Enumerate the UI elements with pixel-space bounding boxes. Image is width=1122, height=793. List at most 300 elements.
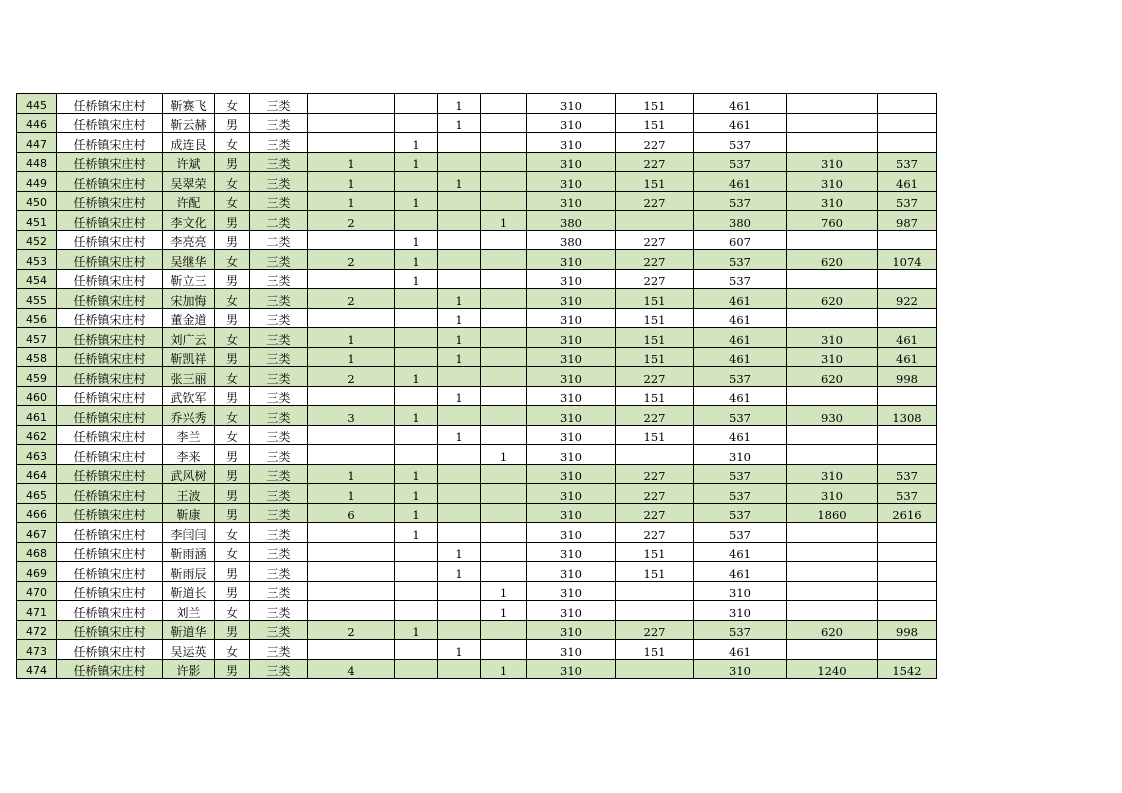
flag-cell-c[interactable] [481, 425, 527, 445]
count-cell[interactable] [308, 113, 395, 133]
flag-cell-a[interactable] [395, 445, 438, 465]
gender-cell[interactable]: 女 [215, 133, 250, 153]
row-total-cell[interactable]: 537 [694, 191, 787, 211]
row-total-cell[interactable]: 310 [694, 445, 787, 465]
flag-cell-a[interactable]: 1 [395, 152, 438, 172]
flag-cell-c[interactable] [481, 523, 527, 543]
name-cell[interactable]: 靳立三 [163, 269, 215, 289]
village-cell[interactable]: 任桥镇宋庄村 [57, 464, 163, 484]
subsidy-cell[interactable]: 227 [616, 250, 694, 270]
subsidy-cell[interactable]: 151 [616, 172, 694, 192]
extra-amount-cell[interactable] [787, 445, 878, 465]
flag-cell-a[interactable]: 1 [395, 133, 438, 153]
count-cell[interactable]: 1 [308, 172, 395, 192]
amount-cell[interactable]: 310 [527, 542, 616, 562]
name-cell[interactable]: 靳雨辰 [163, 562, 215, 582]
subsidy-cell[interactable] [616, 581, 694, 601]
flag-cell-b[interactable] [438, 211, 481, 231]
flag-cell-a[interactable] [395, 113, 438, 133]
extra-amount-cell[interactable]: 620 [787, 367, 878, 387]
flag-cell-a[interactable]: 1 [395, 406, 438, 426]
seq-cell[interactable]: 449 [17, 172, 57, 192]
flag-cell-a[interactable]: 1 [395, 620, 438, 640]
grand-total-cell[interactable]: 537 [878, 152, 937, 172]
seq-cell[interactable]: 472 [17, 620, 57, 640]
gender-cell[interactable]: 女 [215, 289, 250, 309]
flag-cell-a[interactable] [395, 659, 438, 679]
category-cell[interactable]: 三类 [250, 269, 308, 289]
category-cell[interactable]: 三类 [250, 484, 308, 504]
category-cell[interactable]: 三类 [250, 133, 308, 153]
row-total-cell[interactable]: 461 [694, 562, 787, 582]
village-cell[interactable]: 任桥镇宋庄村 [57, 367, 163, 387]
village-cell[interactable]: 任桥镇宋庄村 [57, 133, 163, 153]
name-cell[interactable]: 靳凯祥 [163, 347, 215, 367]
count-cell[interactable]: 2 [308, 367, 395, 387]
flag-cell-c[interactable]: 1 [481, 659, 527, 679]
row-total-cell[interactable]: 310 [694, 601, 787, 621]
gender-cell[interactable]: 女 [215, 542, 250, 562]
count-cell[interactable]: 3 [308, 406, 395, 426]
count-cell[interactable] [308, 425, 395, 445]
name-cell[interactable]: 许影 [163, 659, 215, 679]
row-total-cell[interactable]: 537 [694, 484, 787, 504]
seq-cell[interactable]: 471 [17, 601, 57, 621]
flag-cell-a[interactable] [395, 289, 438, 309]
amount-cell[interactable]: 310 [527, 367, 616, 387]
subsidy-cell[interactable]: 151 [616, 542, 694, 562]
amount-cell[interactable]: 310 [527, 250, 616, 270]
extra-amount-cell[interactable] [787, 94, 878, 114]
amount-cell[interactable]: 380 [527, 211, 616, 231]
grand-total-cell[interactable] [878, 113, 937, 133]
seq-cell[interactable]: 454 [17, 269, 57, 289]
name-cell[interactable]: 刘广云 [163, 328, 215, 348]
row-total-cell[interactable]: 461 [694, 94, 787, 114]
village-cell[interactable]: 任桥镇宋庄村 [57, 581, 163, 601]
flag-cell-b[interactable] [438, 133, 481, 153]
flag-cell-b[interactable] [438, 367, 481, 387]
extra-amount-cell[interactable] [787, 133, 878, 153]
count-cell[interactable]: 4 [308, 659, 395, 679]
flag-cell-c[interactable] [481, 386, 527, 406]
flag-cell-b[interactable] [438, 581, 481, 601]
row-total-cell[interactable]: 537 [694, 250, 787, 270]
flag-cell-c[interactable] [481, 289, 527, 309]
extra-amount-cell[interactable]: 620 [787, 289, 878, 309]
flag-cell-b[interactable]: 1 [438, 386, 481, 406]
row-total-cell[interactable]: 461 [694, 289, 787, 309]
extra-amount-cell[interactable] [787, 562, 878, 582]
row-total-cell[interactable]: 537 [694, 367, 787, 387]
flag-cell-c[interactable] [481, 484, 527, 504]
village-cell[interactable]: 任桥镇宋庄村 [57, 308, 163, 328]
name-cell[interactable]: 李闫闫 [163, 523, 215, 543]
flag-cell-c[interactable] [481, 406, 527, 426]
flag-cell-c[interactable] [481, 113, 527, 133]
name-cell[interactable]: 吴继华 [163, 250, 215, 270]
name-cell[interactable]: 吴运英 [163, 640, 215, 660]
count-cell[interactable]: 1 [308, 328, 395, 348]
category-cell[interactable]: 三类 [250, 503, 308, 523]
amount-cell[interactable]: 310 [527, 425, 616, 445]
flag-cell-a[interactable] [395, 386, 438, 406]
name-cell[interactable]: 张三丽 [163, 367, 215, 387]
subsidy-cell[interactable]: 227 [616, 503, 694, 523]
flag-cell-c[interactable] [481, 94, 527, 114]
amount-cell[interactable]: 310 [527, 601, 616, 621]
flag-cell-a[interactable]: 1 [395, 503, 438, 523]
flag-cell-a[interactable] [395, 328, 438, 348]
amount-cell[interactable]: 310 [527, 289, 616, 309]
row-total-cell[interactable]: 537 [694, 523, 787, 543]
name-cell[interactable]: 王波 [163, 484, 215, 504]
seq-cell[interactable]: 473 [17, 640, 57, 660]
category-cell[interactable]: 三类 [250, 523, 308, 543]
flag-cell-c[interactable] [481, 620, 527, 640]
seq-cell[interactable]: 462 [17, 425, 57, 445]
village-cell[interactable]: 任桥镇宋庄村 [57, 289, 163, 309]
village-cell[interactable]: 任桥镇宋庄村 [57, 230, 163, 250]
village-cell[interactable]: 任桥镇宋庄村 [57, 269, 163, 289]
count-cell[interactable] [308, 581, 395, 601]
gender-cell[interactable]: 男 [215, 562, 250, 582]
grand-total-cell[interactable]: 2616 [878, 503, 937, 523]
seq-cell[interactable]: 466 [17, 503, 57, 523]
extra-amount-cell[interactable] [787, 581, 878, 601]
name-cell[interactable]: 吴翠荣 [163, 172, 215, 192]
amount-cell[interactable]: 310 [527, 659, 616, 679]
category-cell[interactable]: 三类 [250, 347, 308, 367]
flag-cell-b[interactable]: 1 [438, 347, 481, 367]
village-cell[interactable]: 任桥镇宋庄村 [57, 406, 163, 426]
flag-cell-a[interactable] [395, 562, 438, 582]
flag-cell-c[interactable] [481, 328, 527, 348]
row-total-cell[interactable]: 461 [694, 425, 787, 445]
flag-cell-a[interactable] [395, 542, 438, 562]
flag-cell-b[interactable]: 1 [438, 94, 481, 114]
flag-cell-c[interactable] [481, 308, 527, 328]
flag-cell-c[interactable] [481, 542, 527, 562]
seq-cell[interactable]: 457 [17, 328, 57, 348]
amount-cell[interactable]: 310 [527, 386, 616, 406]
extra-amount-cell[interactable]: 310 [787, 347, 878, 367]
flag-cell-c[interactable] [481, 230, 527, 250]
row-total-cell[interactable]: 461 [694, 328, 787, 348]
extra-amount-cell[interactable] [787, 523, 878, 543]
category-cell[interactable]: 三类 [250, 191, 308, 211]
seq-cell[interactable]: 459 [17, 367, 57, 387]
grand-total-cell[interactable]: 461 [878, 172, 937, 192]
amount-cell[interactable]: 310 [527, 133, 616, 153]
village-cell[interactable]: 任桥镇宋庄村 [57, 94, 163, 114]
name-cell[interactable]: 刘兰 [163, 601, 215, 621]
village-cell[interactable]: 任桥镇宋庄村 [57, 503, 163, 523]
amount-cell[interactable]: 310 [527, 269, 616, 289]
category-cell[interactable]: 三类 [250, 328, 308, 348]
grand-total-cell[interactable]: 1074 [878, 250, 937, 270]
row-total-cell[interactable]: 461 [694, 308, 787, 328]
count-cell[interactable] [308, 562, 395, 582]
flag-cell-a[interactable] [395, 94, 438, 114]
extra-amount-cell[interactable]: 310 [787, 328, 878, 348]
flag-cell-c[interactable] [481, 640, 527, 660]
seq-cell[interactable]: 470 [17, 581, 57, 601]
flag-cell-a[interactable]: 1 [395, 523, 438, 543]
flag-cell-c[interactable] [481, 269, 527, 289]
category-cell[interactable]: 三类 [250, 113, 308, 133]
row-total-cell[interactable]: 537 [694, 620, 787, 640]
extra-amount-cell[interactable] [787, 113, 878, 133]
flag-cell-a[interactable] [395, 211, 438, 231]
gender-cell[interactable]: 男 [215, 347, 250, 367]
flag-cell-c[interactable] [481, 347, 527, 367]
extra-amount-cell[interactable]: 760 [787, 211, 878, 231]
gender-cell[interactable]: 女 [215, 406, 250, 426]
category-cell[interactable]: 三类 [250, 562, 308, 582]
name-cell[interactable]: 李亮亮 [163, 230, 215, 250]
amount-cell[interactable]: 310 [527, 94, 616, 114]
seq-cell[interactable]: 461 [17, 406, 57, 426]
flag-cell-c[interactable]: 1 [481, 601, 527, 621]
village-cell[interactable]: 任桥镇宋庄村 [57, 152, 163, 172]
seq-cell[interactable]: 447 [17, 133, 57, 153]
flag-cell-b[interactable] [438, 230, 481, 250]
amount-cell[interactable]: 310 [527, 562, 616, 582]
grand-total-cell[interactable] [878, 523, 937, 543]
row-total-cell[interactable]: 461 [694, 386, 787, 406]
flag-cell-a[interactable]: 1 [395, 484, 438, 504]
gender-cell[interactable]: 男 [215, 581, 250, 601]
village-cell[interactable]: 任桥镇宋庄村 [57, 211, 163, 231]
flag-cell-b[interactable]: 1 [438, 172, 481, 192]
gender-cell[interactable]: 女 [215, 191, 250, 211]
grand-total-cell[interactable] [878, 425, 937, 445]
flag-cell-b[interactable]: 1 [438, 562, 481, 582]
flag-cell-a[interactable]: 1 [395, 269, 438, 289]
subsidy-cell[interactable]: 227 [616, 133, 694, 153]
flag-cell-c[interactable]: 1 [481, 445, 527, 465]
flag-cell-a[interactable] [395, 308, 438, 328]
subsidy-cell[interactable]: 227 [616, 269, 694, 289]
category-cell[interactable]: 三类 [250, 425, 308, 445]
seq-cell[interactable]: 446 [17, 113, 57, 133]
amount-cell[interactable]: 310 [527, 152, 616, 172]
amount-cell[interactable]: 310 [527, 113, 616, 133]
grand-total-cell[interactable] [878, 308, 937, 328]
extra-amount-cell[interactable]: 930 [787, 406, 878, 426]
flag-cell-a[interactable] [395, 425, 438, 445]
gender-cell[interactable]: 男 [215, 211, 250, 231]
count-cell[interactable] [308, 133, 395, 153]
count-cell[interactable] [308, 523, 395, 543]
name-cell[interactable]: 靳雨涵 [163, 542, 215, 562]
row-total-cell[interactable]: 537 [694, 503, 787, 523]
row-total-cell[interactable]: 461 [694, 542, 787, 562]
gender-cell[interactable]: 男 [215, 503, 250, 523]
seq-cell[interactable]: 452 [17, 230, 57, 250]
subsidy-cell[interactable]: 151 [616, 347, 694, 367]
grand-total-cell[interactable]: 987 [878, 211, 937, 231]
row-total-cell[interactable]: 310 [694, 581, 787, 601]
gender-cell[interactable]: 女 [215, 367, 250, 387]
seq-cell[interactable]: 450 [17, 191, 57, 211]
extra-amount-cell[interactable]: 620 [787, 250, 878, 270]
flag-cell-b[interactable] [438, 445, 481, 465]
subsidy-cell[interactable]: 151 [616, 640, 694, 660]
grand-total-cell[interactable]: 537 [878, 464, 937, 484]
seq-cell[interactable]: 468 [17, 542, 57, 562]
count-cell[interactable]: 1 [308, 191, 395, 211]
grand-total-cell[interactable] [878, 445, 937, 465]
subsidy-cell[interactable]: 227 [616, 367, 694, 387]
flag-cell-b[interactable] [438, 152, 481, 172]
amount-cell[interactable]: 310 [527, 191, 616, 211]
flag-cell-b[interactable] [438, 406, 481, 426]
gender-cell[interactable]: 男 [215, 113, 250, 133]
seq-cell[interactable]: 448 [17, 152, 57, 172]
category-cell[interactable]: 三类 [250, 308, 308, 328]
subsidy-cell[interactable]: 151 [616, 425, 694, 445]
row-total-cell[interactable]: 461 [694, 640, 787, 660]
grand-total-cell[interactable] [878, 386, 937, 406]
category-cell[interactable]: 三类 [250, 386, 308, 406]
village-cell[interactable]: 任桥镇宋庄村 [57, 172, 163, 192]
seq-cell[interactable]: 463 [17, 445, 57, 465]
amount-cell[interactable]: 310 [527, 523, 616, 543]
name-cell[interactable]: 许斌 [163, 152, 215, 172]
gender-cell[interactable]: 男 [215, 445, 250, 465]
row-total-cell[interactable]: 537 [694, 464, 787, 484]
village-cell[interactable]: 任桥镇宋庄村 [57, 425, 163, 445]
count-cell[interactable] [308, 386, 395, 406]
amount-cell[interactable]: 310 [527, 581, 616, 601]
extra-amount-cell[interactable] [787, 269, 878, 289]
village-cell[interactable]: 任桥镇宋庄村 [57, 191, 163, 211]
category-cell[interactable]: 三类 [250, 601, 308, 621]
name-cell[interactable]: 董金道 [163, 308, 215, 328]
extra-amount-cell[interactable]: 310 [787, 464, 878, 484]
row-total-cell[interactable]: 461 [694, 113, 787, 133]
extra-amount-cell[interactable] [787, 386, 878, 406]
flag-cell-c[interactable]: 1 [481, 581, 527, 601]
extra-amount-cell[interactable] [787, 308, 878, 328]
subsidy-cell[interactable]: 227 [616, 620, 694, 640]
subsidy-cell[interactable]: 227 [616, 464, 694, 484]
gender-cell[interactable]: 女 [215, 523, 250, 543]
village-cell[interactable]: 任桥镇宋庄村 [57, 601, 163, 621]
village-cell[interactable]: 任桥镇宋庄村 [57, 523, 163, 543]
seq-cell[interactable]: 469 [17, 562, 57, 582]
seq-cell[interactable]: 451 [17, 211, 57, 231]
subsidy-cell[interactable]: 227 [616, 523, 694, 543]
name-cell[interactable]: 武风树 [163, 464, 215, 484]
subsidy-cell[interactable]: 151 [616, 94, 694, 114]
flag-cell-a[interactable]: 1 [395, 464, 438, 484]
category-cell[interactable]: 三类 [250, 464, 308, 484]
gender-cell[interactable]: 男 [215, 308, 250, 328]
count-cell[interactable] [308, 445, 395, 465]
flag-cell-c[interactable] [481, 250, 527, 270]
amount-cell[interactable]: 310 [527, 620, 616, 640]
category-cell[interactable]: 三类 [250, 659, 308, 679]
village-cell[interactable]: 任桥镇宋庄村 [57, 542, 163, 562]
name-cell[interactable]: 靳道长 [163, 581, 215, 601]
gender-cell[interactable]: 男 [215, 464, 250, 484]
flag-cell-b[interactable]: 1 [438, 328, 481, 348]
grand-total-cell[interactable] [878, 562, 937, 582]
subsidy-cell[interactable]: 227 [616, 152, 694, 172]
extra-amount-cell[interactable]: 310 [787, 191, 878, 211]
category-cell[interactable]: 二类 [250, 211, 308, 231]
gender-cell[interactable]: 男 [215, 620, 250, 640]
flag-cell-b[interactable]: 1 [438, 425, 481, 445]
flag-cell-a[interactable]: 1 [395, 250, 438, 270]
flag-cell-b[interactable]: 1 [438, 289, 481, 309]
subsidy-cell[interactable]: 151 [616, 308, 694, 328]
grand-total-cell[interactable]: 461 [878, 347, 937, 367]
count-cell[interactable] [308, 640, 395, 660]
flag-cell-b[interactable]: 1 [438, 640, 481, 660]
name-cell[interactable]: 李文化 [163, 211, 215, 231]
gender-cell[interactable]: 女 [215, 425, 250, 445]
grand-total-cell[interactable] [878, 601, 937, 621]
gender-cell[interactable]: 女 [215, 328, 250, 348]
category-cell[interactable]: 三类 [250, 172, 308, 192]
count-cell[interactable]: 6 [308, 503, 395, 523]
row-total-cell[interactable]: 537 [694, 406, 787, 426]
count-cell[interactable]: 2 [308, 620, 395, 640]
row-total-cell[interactable]: 461 [694, 347, 787, 367]
gender-cell[interactable]: 男 [215, 484, 250, 504]
village-cell[interactable]: 任桥镇宋庄村 [57, 347, 163, 367]
name-cell[interactable]: 宋加悔 [163, 289, 215, 309]
flag-cell-a[interactable]: 1 [395, 230, 438, 250]
count-cell[interactable] [308, 94, 395, 114]
extra-amount-cell[interactable] [787, 542, 878, 562]
flag-cell-a[interactable] [395, 581, 438, 601]
name-cell[interactable]: 靳云赫 [163, 113, 215, 133]
gender-cell[interactable]: 男 [215, 230, 250, 250]
amount-cell[interactable]: 310 [527, 640, 616, 660]
subsidy-cell[interactable]: 227 [616, 230, 694, 250]
count-cell[interactable]: 1 [308, 484, 395, 504]
extra-amount-cell[interactable]: 310 [787, 484, 878, 504]
name-cell[interactable]: 靳道华 [163, 620, 215, 640]
flag-cell-b[interactable] [438, 464, 481, 484]
seq-cell[interactable]: 453 [17, 250, 57, 270]
flag-cell-c[interactable] [481, 367, 527, 387]
count-cell[interactable] [308, 230, 395, 250]
flag-cell-b[interactable] [438, 269, 481, 289]
village-cell[interactable]: 任桥镇宋庄村 [57, 659, 163, 679]
category-cell[interactable]: 三类 [250, 152, 308, 172]
category-cell[interactable]: 三类 [250, 640, 308, 660]
flag-cell-b[interactable]: 1 [438, 542, 481, 562]
extra-amount-cell[interactable]: 1240 [787, 659, 878, 679]
flag-cell-c[interactable] [481, 172, 527, 192]
flag-cell-c[interactable] [481, 562, 527, 582]
seq-cell[interactable]: 455 [17, 289, 57, 309]
amount-cell[interactable]: 310 [527, 172, 616, 192]
extra-amount-cell[interactable] [787, 601, 878, 621]
subsidy-cell[interactable]: 151 [616, 386, 694, 406]
subsidy-cell[interactable] [616, 445, 694, 465]
extra-amount-cell[interactable]: 310 [787, 152, 878, 172]
grand-total-cell[interactable] [878, 133, 937, 153]
extra-amount-cell[interactable] [787, 640, 878, 660]
count-cell[interactable] [308, 308, 395, 328]
